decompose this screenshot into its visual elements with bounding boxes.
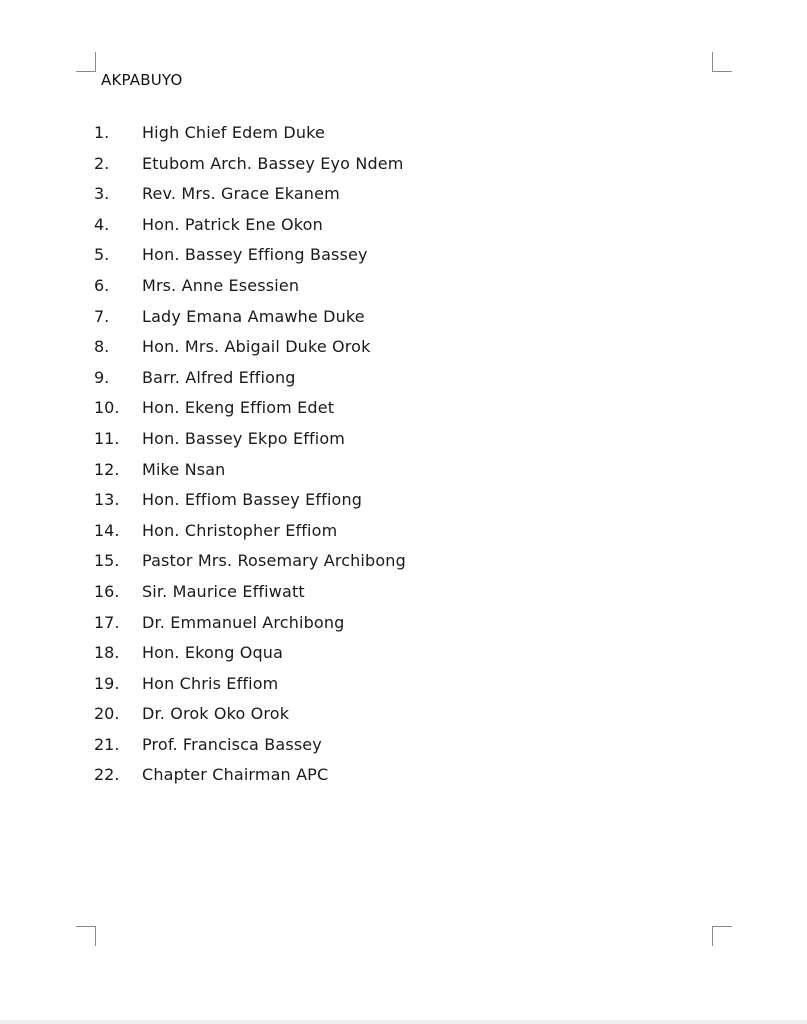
item-name: Rev. Mrs. Grace Ekanem — [142, 184, 340, 204]
item-name: Mike Nsan — [142, 459, 226, 479]
item-name: Hon. Ekong Oqua — [142, 643, 284, 663]
list-item — [94, 730, 406, 761]
list-item — [94, 393, 406, 424]
item-number: 6. — [94, 275, 110, 295]
item-number: 22. — [94, 765, 120, 785]
item-number: 13. — [94, 490, 120, 510]
item-name: Pastor Mrs. Rosemary Archibong — [142, 551, 406, 571]
item-number: 2. — [94, 153, 110, 173]
list-item — [94, 424, 406, 455]
list-item — [94, 118, 406, 149]
list-item — [94, 455, 406, 486]
item-number: 5. — [94, 245, 110, 265]
item-number: 18. — [94, 643, 120, 663]
list-item — [94, 332, 406, 363]
item-name: Mrs. Anne Esessien — [142, 275, 300, 295]
item-number: 14. — [94, 520, 120, 540]
item-name: Dr. Emmanuel Archibong — [142, 612, 345, 632]
page-bottom-edge — [0, 1020, 807, 1024]
item-number: 8. — [94, 337, 110, 357]
item-name: Hon. Effiom Bassey Effiong — [142, 490, 363, 510]
item-number: 10. — [94, 398, 120, 418]
crop-mark-bottom-right — [712, 926, 732, 946]
list-item — [94, 363, 406, 394]
item-name: Prof. Francisca Bassey — [142, 734, 322, 754]
crop-mark-top-right — [712, 52, 732, 72]
item-name: Hon Chris Effiom — [142, 673, 279, 693]
item-name: Hon. Patrick Ene Okon — [142, 214, 323, 234]
item-number: 19. — [94, 673, 120, 693]
item-name: Chapter Chairman APC — [142, 765, 329, 785]
item-number: 20. — [94, 704, 120, 724]
list-item — [94, 760, 406, 791]
crop-mark-top-left — [76, 52, 96, 72]
item-name: Hon. Ekeng Effiom Edet — [142, 398, 335, 418]
item-name: Dr. Orok Oko Orok — [142, 704, 290, 724]
item-number: 17. — [94, 612, 120, 632]
item-number: 11. — [94, 428, 120, 448]
list-item — [94, 638, 406, 669]
list-item — [94, 699, 406, 730]
item-number: 21. — [94, 734, 120, 754]
item-name: High Chief Edem Duke — [142, 123, 325, 142]
list-item — [94, 210, 406, 241]
item-name: Etubom Arch. Bassey Eyo Ndem — [142, 153, 404, 173]
list-item — [94, 271, 406, 302]
item-number: 12. — [94, 459, 120, 479]
item-name: Sir. Maurice Effiwatt — [142, 581, 305, 601]
list-item — [94, 516, 406, 547]
list-item — [94, 577, 406, 608]
item-number: 1. — [94, 123, 110, 142]
item-number: 15. — [94, 551, 120, 571]
list-item — [94, 179, 406, 210]
list-item — [94, 149, 406, 180]
item-number: 16. — [94, 581, 120, 601]
item-name: Hon. Bassey Effiong Bassey — [142, 245, 368, 265]
crop-mark-bottom-left — [76, 926, 96, 946]
page-heading: AKPABUYO — [101, 71, 183, 89]
item-number: 4. — [94, 214, 110, 234]
item-name: Barr. Alfred Effiong — [142, 367, 296, 387]
item-name: Hon. Christopher Effiom — [142, 520, 338, 540]
list-item — [94, 302, 406, 333]
item-name: Hon. Bassey Ekpo Effiom — [142, 428, 346, 448]
item-number: 9. — [94, 367, 110, 387]
list-item — [94, 240, 406, 271]
item-name: Lady Emana Amawhe Duke — [142, 306, 365, 326]
list-item — [94, 485, 406, 516]
item-number: 7. — [94, 306, 110, 326]
list-item — [94, 608, 406, 639]
list-item — [94, 669, 406, 700]
item-number: 3. — [94, 184, 110, 204]
list-item — [94, 546, 406, 577]
item-name: Hon. Mrs. Abigail Duke Orok — [142, 337, 371, 357]
name-list — [94, 118, 406, 791]
